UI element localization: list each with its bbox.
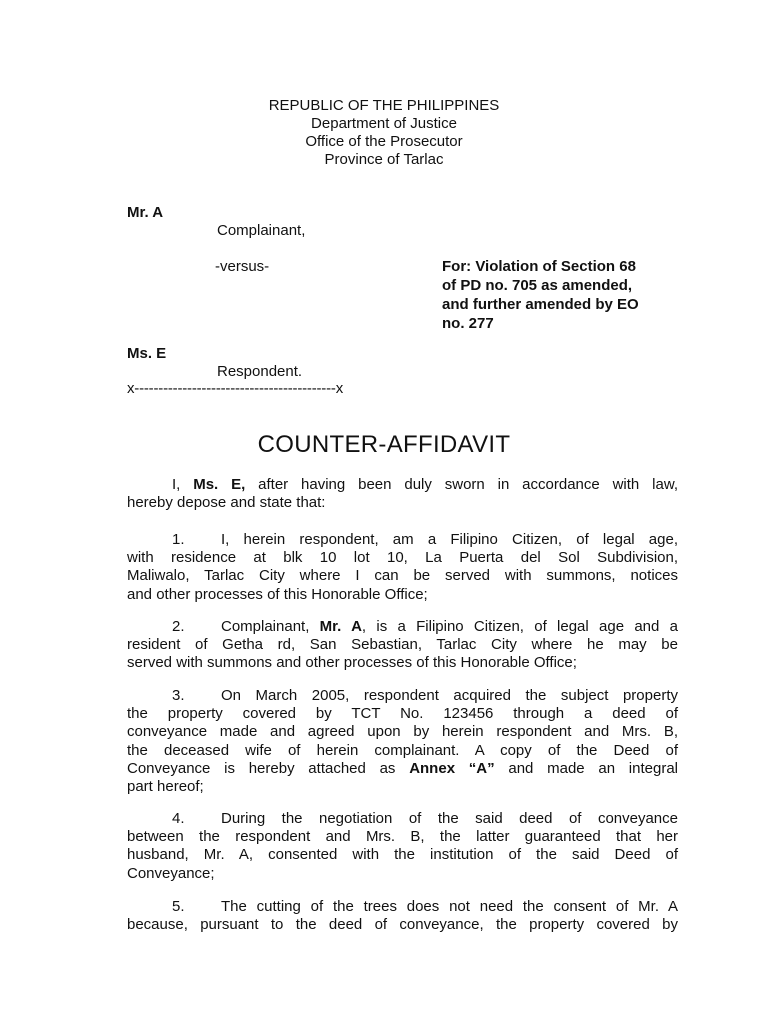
complainant-name: Mr. A xyxy=(127,204,164,221)
paragraph-line: Conveyance; xyxy=(127,864,215,882)
respondent-name: Ms. E xyxy=(127,345,167,362)
paragraph-pre: Conveyance is hereby attached as xyxy=(127,759,410,777)
header-department: Department of Justice xyxy=(311,115,457,132)
document-title: COUNTER-AFFIDAVIT xyxy=(257,431,511,458)
paragraph-line: because, pursuant to the deed of conveyance, the property covered by xyxy=(127,916,678,934)
versus-label: -versus- xyxy=(215,258,270,275)
paragraph-line: served with summons and other processes of this Honorable Office; xyxy=(127,654,577,672)
paragraph-line: During the negotiation of the said deed of conveyance xyxy=(221,810,678,827)
header-office: Office of the Prosecutor xyxy=(305,133,463,150)
intro-line: hereby depose and state that: xyxy=(127,494,326,512)
charge-line: of PD no. 705 as amended, xyxy=(442,277,633,294)
paragraph-number: 2. xyxy=(172,618,185,635)
paragraph-line: resident of Getha rd, San Sebastian, Tarlac City where he may be xyxy=(127,636,678,654)
paragraph-4 xyxy=(127,810,678,883)
caption-separator: x------------------------------------------x xyxy=(127,380,343,397)
charge-line: no. 277 xyxy=(442,315,494,332)
paragraph-line: On March 2005, respondent acquired the subject property xyxy=(221,687,678,704)
paragraph-line: conveyance made and agreed upon by herein respondent and Mrs. B, xyxy=(127,723,678,741)
respondent-role: Respondent. xyxy=(217,363,303,380)
paragraph-line: Maliwalo, Tarlac City where I can be served with summons, notices xyxy=(127,567,678,585)
intro-paragraph xyxy=(127,476,678,512)
paragraph-5 xyxy=(127,898,678,934)
paragraph-line: the property covered by TCT No. 123456 through a deed of xyxy=(127,705,678,723)
paragraph-1 xyxy=(127,531,678,604)
header-republic: REPUBLIC OF THE PHILIPPINES xyxy=(268,97,500,114)
paragraph-line: husband, Mr. A, consented with the institution of the said Deed of xyxy=(127,846,678,864)
paragraph-number: 4. xyxy=(172,810,185,827)
charge-block xyxy=(442,257,682,333)
paragraph-3 xyxy=(127,687,678,796)
paragraph-line: I, herein respondent, am a Filipino Citizen, of legal age, xyxy=(221,531,678,548)
paragraph-line: The cutting of the trees does not need the consent of Mr. A xyxy=(221,898,678,915)
complainant-role: Complainant, xyxy=(217,222,306,239)
charge-line: For: Violation of Section 68 xyxy=(442,258,636,275)
complainant-ref: Mr. A xyxy=(319,618,362,635)
paragraph-number: 5. xyxy=(172,898,185,915)
paragraph-line: and other processes of this Honorable Office; xyxy=(127,585,428,603)
paragraph-line: with residence at blk 10 lot 10, La Puerta del Sol Subdivision, xyxy=(127,549,678,567)
intro-pre: I, xyxy=(172,476,194,493)
charge-line: and further amended by EO xyxy=(442,296,639,313)
paragraph-line: part hereof; xyxy=(127,778,204,796)
paragraph-pre: Complainant, xyxy=(221,618,320,635)
paragraph-rest: , is a Filipino Citizen, of legal age and a xyxy=(361,618,678,635)
document-header xyxy=(0,97,768,169)
paragraph-number: 3. xyxy=(172,687,185,704)
paragraph-line: between the respondent and Mrs. B, the latter guaranteed that her xyxy=(127,828,678,846)
intro-rest: after having been duly sworn in accordance with law, xyxy=(245,476,678,493)
paragraph-number: 1. xyxy=(172,531,185,548)
paragraph-rest: and made an integral xyxy=(494,759,679,777)
paragraph-2 xyxy=(127,618,678,673)
header-province: Province of Tarlac xyxy=(324,151,444,168)
affiant-name: Ms. E, xyxy=(193,476,246,493)
paragraph-line: the deceased wife of herein complainant. A copy of the Deed of xyxy=(127,741,678,759)
annex-ref: Annex “A” xyxy=(409,759,495,777)
